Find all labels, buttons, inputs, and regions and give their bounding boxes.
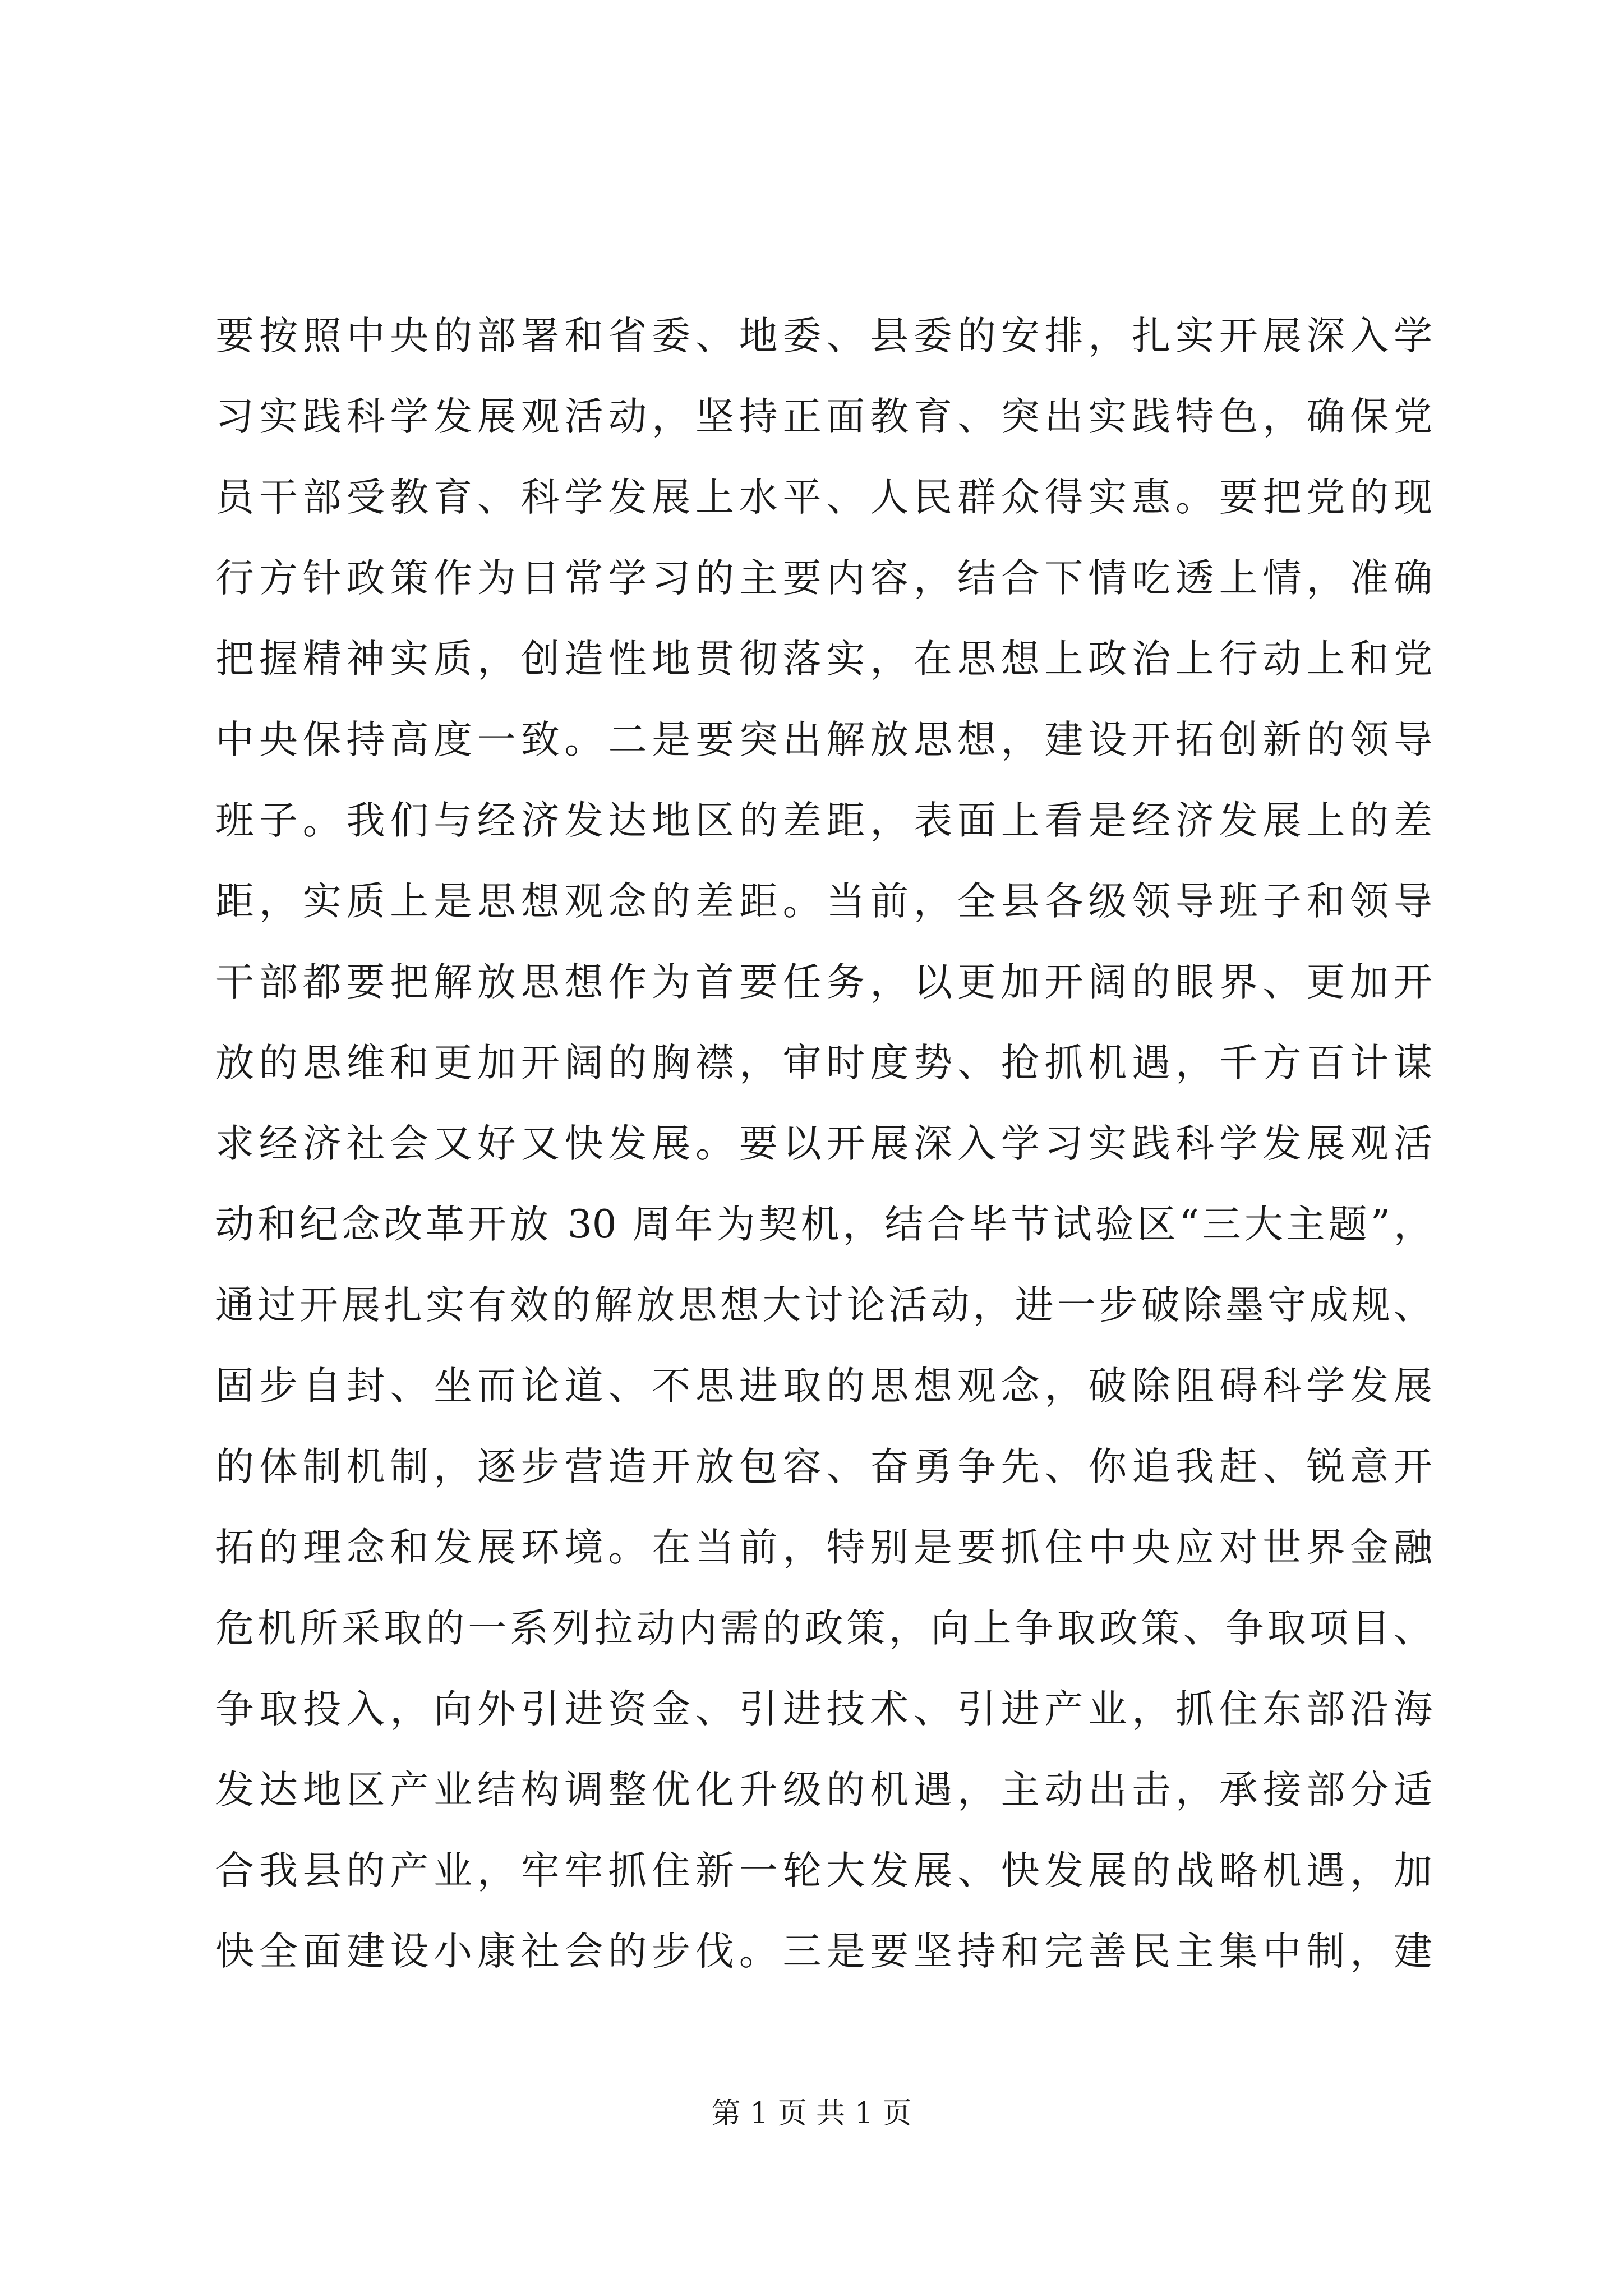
text-line: 放的思维和更加开阔的胸襟，审时度势、抢抓机遇，千方百计谋 [215, 1040, 1432, 1085]
text-line: 动和纪念改革开放 30 周年为契机，结合毕节试验区“三大主题”， [215, 1202, 1432, 1247]
text-line: 把握精神实质，创造性地贯彻落实，在思想上政治上行动上和党 [215, 636, 1432, 682]
page-footer [0, 2090, 1623, 2132]
text-line: 的体制机制，逐步营造开放包容、奋勇争先、你追我赶、锐意开 [215, 1444, 1432, 1489]
text-line: 习实践科学发展观活动，坚持正面教育、突出实践特色，确保党 [215, 394, 1432, 439]
text-line: 发达地区产业结构调整优化升级的机遇，主动出击，承接部分适 [215, 1767, 1432, 1812]
text-line: 合我县的产业，牢牢抓住新一轮大发展、快发展的战略机遇，加 [215, 1848, 1432, 1893]
text-line: 距，实质上是思想观念的差距。当前，全县各级领导班子和领导 [215, 878, 1432, 924]
text-line: 危机所采取的一系列拉动内需的政策，向上争取政策、争取项目、 [215, 1605, 1432, 1651]
text-line: 干部都要把解放思想作为首要任务，以更加开阔的眼界、更加开 [215, 959, 1432, 1005]
text-line: 班子。我们与经济发达地区的差距，表面上看是经济发展上的差 [215, 798, 1432, 843]
text-line: 要按照中央的部署和省委、地委、县委的安排，扎实开展深入学 [215, 313, 1432, 358]
text-line: 拓的理念和发展环境。在当前，特别是要抓住中央应对世界金融 [215, 1525, 1432, 1570]
text-line: 通过开展扎实有效的解放思想大讨论活动，进一步破除墨守成规、 [215, 1282, 1432, 1328]
text-line: 行方针政策作为日常学习的主要内容，结合下情吃透上情，准确 [215, 555, 1432, 601]
text-line: 争取投入，向外引进资金、引进技术、引进产业，抓住东部沿海 [215, 1686, 1432, 1732]
text-line: 快全面建设小康社会的步伐。三是要坚持和完善民主集中制，建 [215, 1929, 1432, 1974]
text-line: 固步自封、坐而论道、不思进取的思想观念，破除阻碍科学发展 [215, 1363, 1432, 1409]
text-line: 中央保持高度一致。二是要突出解放思想，建设开拓创新的领导 [215, 717, 1432, 762]
body-text [215, 292, 1432, 1988]
text-line: 求经济社会又好又快发展。要以开展深入学习实践科学发展观活 [215, 1121, 1432, 1166]
page-number-label: 第 1 页 共 1 页 [711, 2097, 912, 2131]
text-line: 员干部受教育、科学发展上水平、人民群众得实惠。要把党的现 [215, 475, 1432, 520]
